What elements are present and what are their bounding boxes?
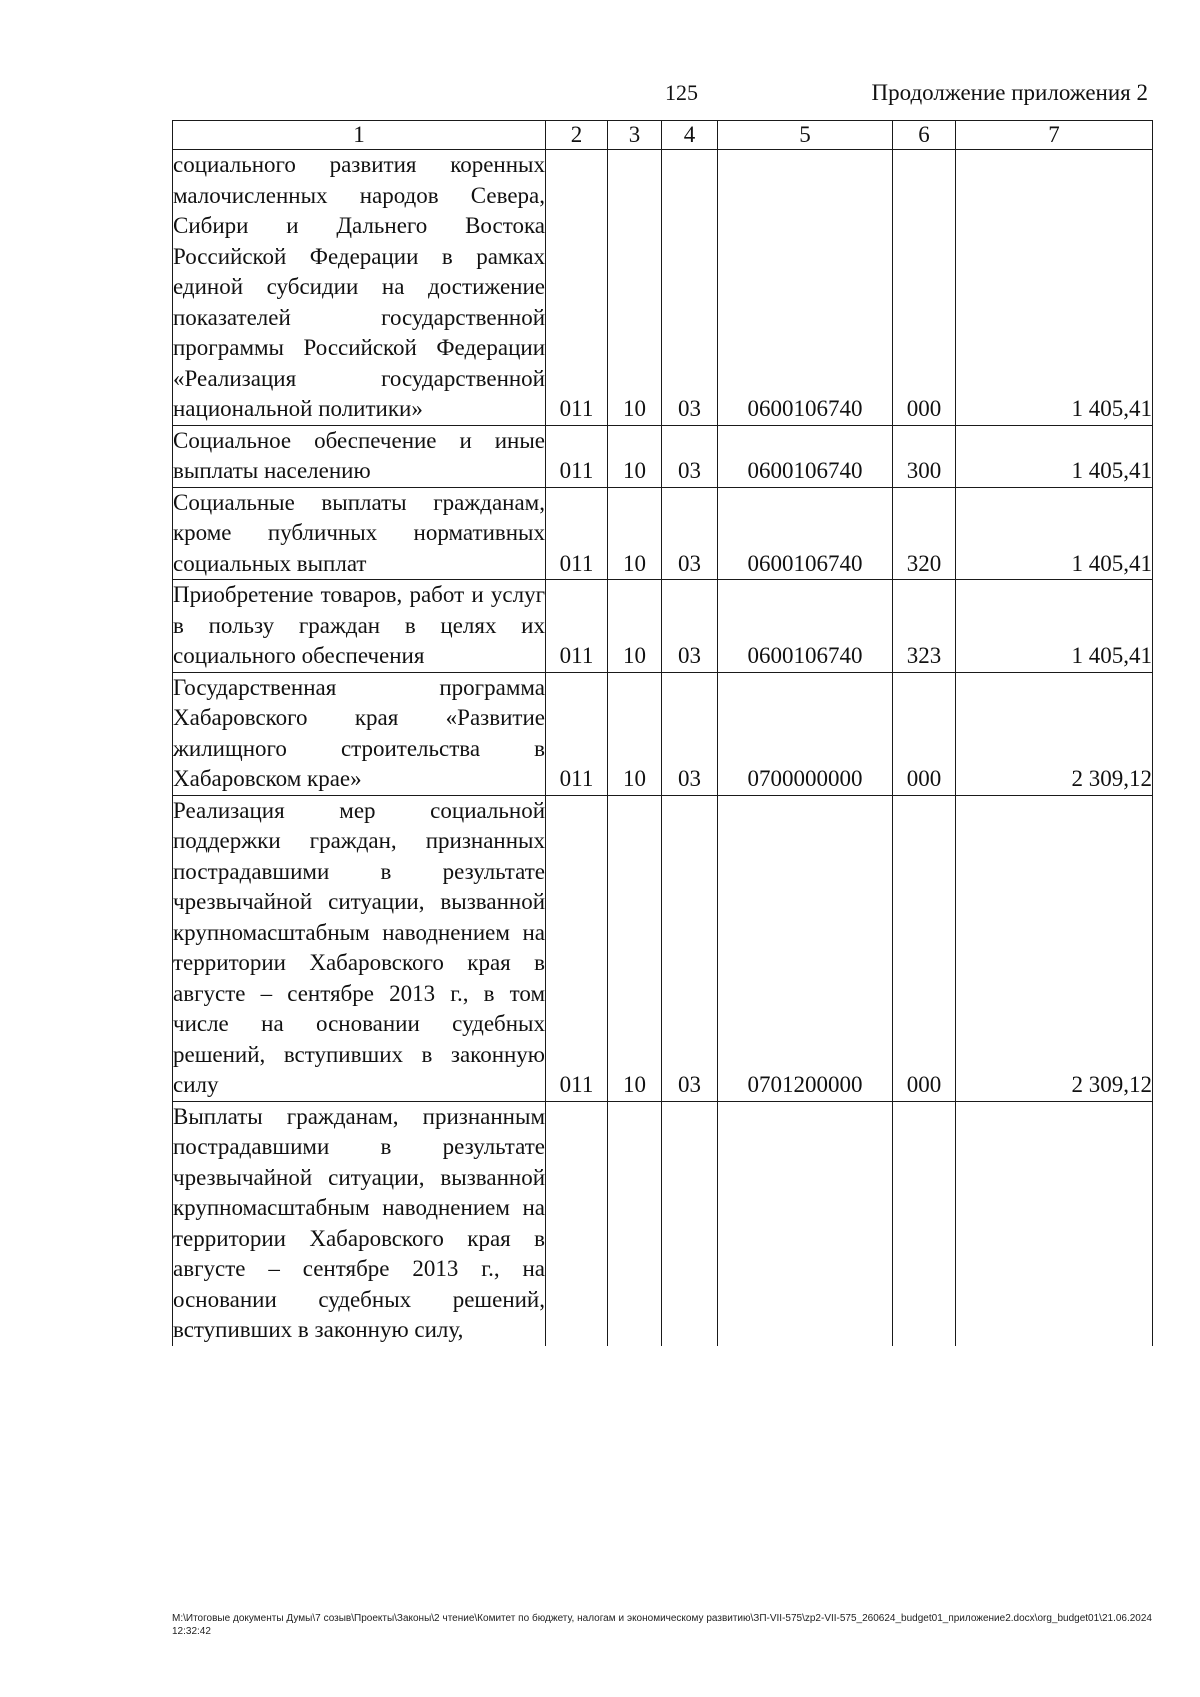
target-article-code: 0700000000 bbox=[718, 672, 893, 795]
amount: 1 405,41 bbox=[956, 150, 1153, 426]
subsection-code bbox=[662, 1101, 718, 1346]
amount bbox=[956, 1101, 1153, 1346]
amount: 2 309,12 bbox=[956, 672, 1153, 795]
section-code: 10 bbox=[608, 150, 662, 426]
target-article-code: 0600106740 bbox=[718, 425, 893, 487]
subsection-code: 03 bbox=[662, 425, 718, 487]
target-article-code bbox=[718, 1101, 893, 1346]
section-code: 10 bbox=[608, 487, 662, 580]
table-row bbox=[173, 795, 1153, 1101]
table-row bbox=[173, 487, 1153, 580]
table-row bbox=[173, 1101, 1153, 1346]
expense-type-code: 320 bbox=[893, 487, 956, 580]
table-row bbox=[173, 150, 1153, 426]
row-name: Социальные выплаты гражданам, кроме публичных нормативных социальных выплат bbox=[173, 487, 546, 580]
amount: 2 309,12 bbox=[956, 795, 1153, 1101]
column-header: 2 bbox=[546, 121, 608, 150]
ministry-code: 011 bbox=[546, 425, 608, 487]
subsection-code: 03 bbox=[662, 795, 718, 1101]
table-row bbox=[173, 672, 1153, 795]
target-article-code: 0600106740 bbox=[718, 580, 893, 673]
row-name: Выплаты гражданам, признанным пострадавшими в результате чрезвычайной ситуации, вызванной крупномасштабным наводнением на территории Хабаровского края в августе – сентябре 2013 г., на основании судебных решений, вступивших в законную силу, bbox=[173, 1101, 546, 1346]
section-code: 10 bbox=[608, 795, 662, 1101]
column-header: 5 bbox=[718, 121, 893, 150]
column-header: 3 bbox=[608, 121, 662, 150]
row-name: Социальное обеспечение и иные выплаты населению bbox=[173, 425, 546, 487]
amount: 1 405,41 bbox=[956, 580, 1153, 673]
ministry-code: 011 bbox=[546, 150, 608, 426]
row-name: Реализация мер социальной поддержки граждан, признанных пострадавшими в результате чрезвычайной ситуации, вызванной крупномасштабным наводнением на территории Хабаровского края в августе – сентябре 2013 г., в том числе на основании судебных решений, вступивших в законную силу bbox=[173, 795, 546, 1101]
subsection-code: 03 bbox=[662, 150, 718, 426]
ministry-code: 011 bbox=[546, 795, 608, 1101]
section-code: 10 bbox=[608, 672, 662, 795]
ministry-code bbox=[546, 1101, 608, 1346]
subsection-code: 03 bbox=[662, 672, 718, 795]
section-code: 10 bbox=[608, 580, 662, 673]
target-article-code: 0600106740 bbox=[718, 150, 893, 426]
amount: 1 405,41 bbox=[956, 425, 1153, 487]
ministry-code: 011 bbox=[546, 580, 608, 673]
table-row bbox=[173, 580, 1153, 673]
expense-type-code: 000 bbox=[893, 672, 956, 795]
expense-type-code: 300 bbox=[893, 425, 956, 487]
target-article-code: 0600106740 bbox=[718, 487, 893, 580]
column-header: 7 bbox=[956, 121, 1153, 150]
expense-type-code: 000 bbox=[893, 150, 956, 426]
column-header: 1 bbox=[173, 121, 546, 150]
section-code bbox=[608, 1101, 662, 1346]
amount: 1 405,41 bbox=[956, 487, 1153, 580]
budget-table bbox=[172, 120, 1153, 1346]
row-name: социального развития коренных малочисленных народов Севера, Сибири и Дальнего Востока Российской Федерации в рамках единой субсидии на достижение показателей государственной программы Российской Федерации «Реализация государственной национальной политики» bbox=[173, 150, 546, 426]
expense-type-code: 000 bbox=[893, 795, 956, 1101]
column-header-row bbox=[173, 121, 1153, 150]
row-name: Приобретение товаров, работ и услуг в пользу граждан в целях их социального обеспечения bbox=[173, 580, 546, 673]
subsection-code: 03 bbox=[662, 580, 718, 673]
column-header: 6 bbox=[893, 121, 956, 150]
section-code: 10 bbox=[608, 425, 662, 487]
subsection-code: 03 bbox=[662, 487, 718, 580]
target-article-code: 0701200000 bbox=[718, 795, 893, 1101]
page-number: 125 bbox=[665, 80, 698, 105]
row-name: Государственная программа Хабаровского края «Развитие жилищного строительства в Хабаровском крае» bbox=[173, 672, 546, 795]
ministry-code: 011 bbox=[546, 672, 608, 795]
expense-type-code: 323 bbox=[893, 580, 956, 673]
expense-type-code bbox=[893, 1101, 956, 1346]
continuation-heading: Продолжение приложения 2 bbox=[871, 80, 1148, 105]
file-path-footer: M:\Итоговые документы Думы\7 созыв\Проекты\Законы\2 чтение\Комитет по бюджету, налогам и экономическому развитию\ЗП-VII-575\zp2-VII-575_260624_budget01_приложение2.docx\org_budget01\21.06.2024 12:32:42 bbox=[172, 1613, 1152, 1637]
column-header: 4 bbox=[662, 121, 718, 150]
table-row bbox=[173, 425, 1153, 487]
ministry-code: 011 bbox=[546, 487, 608, 580]
